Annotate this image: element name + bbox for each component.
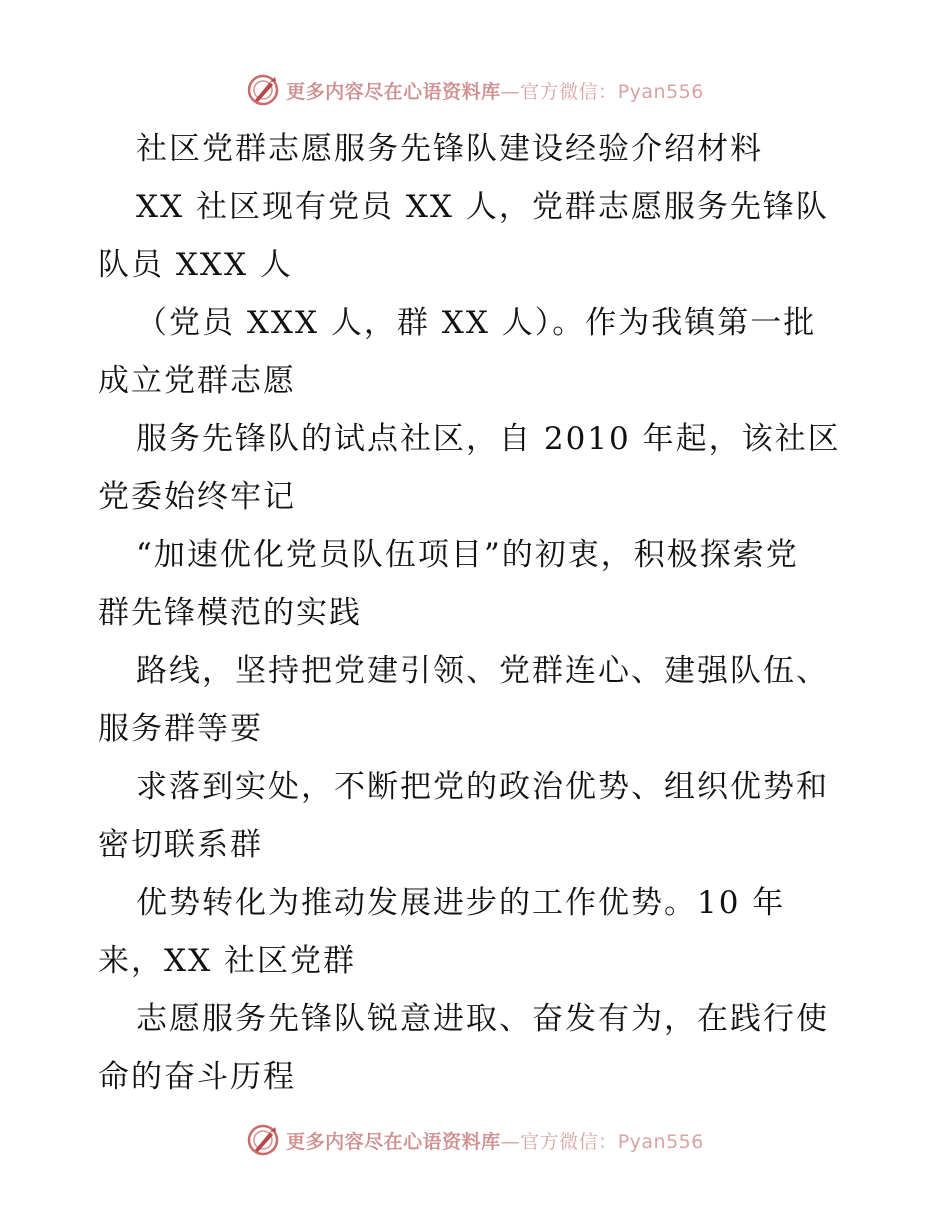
watermark-wechat-label: 官方微信： bbox=[520, 80, 618, 103]
watermark-brand: 更多内容尽在心语资料库 bbox=[286, 1130, 501, 1153]
quill-pen-seal-icon bbox=[246, 73, 280, 107]
paragraph-line: 服务群等要 bbox=[98, 711, 263, 747]
paragraph-line: 队员 XXX 人 bbox=[98, 247, 293, 283]
paragraph-line: 服务先锋队的试点社区，自 2010 年起，该社区 bbox=[136, 421, 841, 457]
paragraph-line: 密切联系群 bbox=[98, 827, 263, 863]
paragraph-line: 群先锋模范的实践 bbox=[98, 595, 362, 631]
paragraph-line: 党委始终牢记 bbox=[98, 479, 296, 515]
watermark-brand: 更多内容尽在心语资料库 bbox=[286, 80, 501, 103]
watermark-text bbox=[286, 77, 704, 104]
paragraph-line: 来，XX 社区党群 bbox=[98, 943, 356, 979]
quill-pen-seal-icon bbox=[246, 1123, 280, 1157]
paragraph-line: 求落到实处，不断把党的政治优势、组织优势和 bbox=[136, 769, 829, 805]
watermark-text bbox=[286, 1127, 704, 1154]
paragraph-line: （党员 XXX 人，群 XX 人）。作为我镇第一批 bbox=[136, 305, 817, 341]
paragraph-line: XX 社区现有党员 XX 人，党群志愿服务先锋队 bbox=[136, 189, 829, 225]
document-title: 社区党群志愿服务先锋队建设经验介绍材料 bbox=[136, 131, 763, 167]
watermark-handle: Pyan556 bbox=[617, 1130, 704, 1153]
watermark-banner-bottom bbox=[0, 1120, 950, 1160]
document-body bbox=[98, 120, 858, 1106]
paragraph-line: 成立党群志愿 bbox=[98, 363, 296, 399]
watermark-handle: Pyan556 bbox=[617, 80, 704, 103]
watermark-wechat-label: 官方微信： bbox=[520, 1130, 618, 1153]
paragraph-line: 路线，坚持把党建引领、党群连心、建强队伍、 bbox=[136, 653, 829, 689]
paragraph-line: 命的奋斗历程 bbox=[98, 1059, 296, 1095]
paragraph-line: “加速优化党员队伍项目”的初衷，积极探索党 bbox=[136, 537, 799, 573]
paragraph-line: 优势转化为推动发展进步的工作优势。10 年 bbox=[136, 885, 786, 921]
watermark-separator: — bbox=[500, 1130, 521, 1153]
watermark-banner-top bbox=[0, 70, 950, 110]
paragraph-line: 志愿服务先锋队锐意进取、奋发有为，在践行使 bbox=[136, 1001, 829, 1037]
watermark-separator: — bbox=[500, 80, 521, 103]
